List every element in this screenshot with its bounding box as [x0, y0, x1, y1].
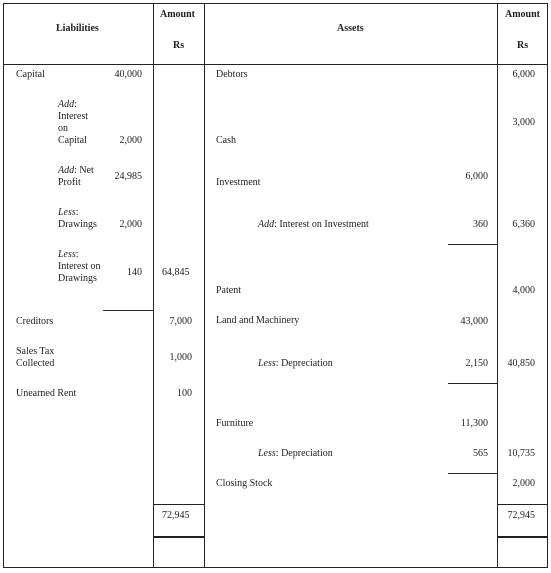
amount-heading-right: Amount	[505, 9, 541, 20]
column-divider	[204, 3, 205, 568]
patent-label: Patent	[216, 285, 241, 296]
sales-tax-collected-value: 1,000	[169, 352, 192, 363]
assets-total-bottom-rule	[497, 536, 548, 538]
less-drawings-label: Less: Drawings	[58, 207, 97, 230]
investment-label: Investment	[216, 177, 261, 188]
land-depreciation-value: 2,150	[465, 358, 488, 369]
debtors-label: Debtors	[216, 69, 248, 80]
rs-heading-right: Rs	[517, 40, 529, 51]
add-net-profit-value: 24,985	[114, 171, 142, 182]
less-interest-on-drawings-label: Less: Interest on Drawings	[58, 249, 101, 284]
amount-heading-left: Amount	[160, 9, 196, 20]
add-interest-on-capital-value: 2,000	[119, 135, 142, 146]
capital-label: Capital	[16, 69, 45, 80]
land-and-machinery-total: 40,850	[507, 358, 535, 369]
liabilities-total-top-rule	[153, 504, 204, 505]
liabilities-total: 72,945	[162, 510, 190, 521]
furniture-label: Furniture	[216, 418, 254, 429]
debtors-value: 6,000	[512, 69, 535, 80]
capital-value: 40,000	[114, 69, 142, 80]
investment-subtotal-rule	[448, 244, 497, 245]
liabilities-heading: Liabilities	[56, 23, 99, 34]
column-divider	[153, 3, 154, 568]
unearned-rent-value: 100	[177, 388, 192, 399]
land-and-machinery-label: Land and Machinery	[216, 315, 300, 326]
sales-tax-collected-label: Sales Tax Collected	[16, 346, 55, 369]
liabilities-total-bottom-rule	[153, 536, 204, 538]
furniture-depreciation-value: 565	[473, 448, 488, 459]
assets-heading: Assets	[337, 23, 364, 34]
add-interest-on-investment-label: Add: Interest on Investment	[258, 219, 369, 230]
less-drawings-value: 2,000	[119, 219, 142, 230]
furniture-depreciation-label: Less: Depreciation	[258, 448, 333, 459]
patent-value: 4,000	[512, 285, 535, 296]
capital-total: 64,845	[162, 267, 190, 278]
investment-total: 6,360	[512, 219, 535, 230]
land-depreciation-label: Less: Depreciation	[258, 358, 333, 369]
land-and-machinery-value: 43,000	[460, 316, 488, 327]
capital-subtotal-rule	[103, 310, 153, 311]
investment-value: 6,000	[465, 171, 488, 182]
cash-value: 3,000	[512, 117, 535, 128]
unearned-rent-label: Unearned Rent	[16, 388, 77, 399]
assets-total-top-rule	[497, 504, 548, 505]
land-subtotal-rule	[448, 383, 497, 384]
add-interest-on-investment-value: 360	[473, 219, 488, 230]
balance-sheet-frame	[3, 3, 548, 568]
add-interest-on-capital-label: Add: Interest on Capital	[58, 99, 88, 146]
less-interest-on-drawings-value: 140	[127, 267, 142, 278]
furniture-subtotal-rule	[448, 473, 497, 474]
rs-heading-left: Rs	[173, 40, 185, 51]
closing-stock-label: Closing Stock	[216, 478, 273, 489]
header-rule	[3, 64, 548, 65]
creditors-value: 7,000	[169, 316, 192, 327]
assets-total: 72,945	[507, 510, 535, 521]
creditors-label: Creditors	[16, 316, 54, 327]
cash-label: Cash	[216, 135, 236, 146]
furniture-total: 10,735	[507, 448, 535, 459]
add-net-profit-label: Add: Net Profit	[58, 165, 94, 188]
closing-stock-value: 2,000	[512, 478, 535, 489]
furniture-value: 11,300	[460, 418, 488, 429]
